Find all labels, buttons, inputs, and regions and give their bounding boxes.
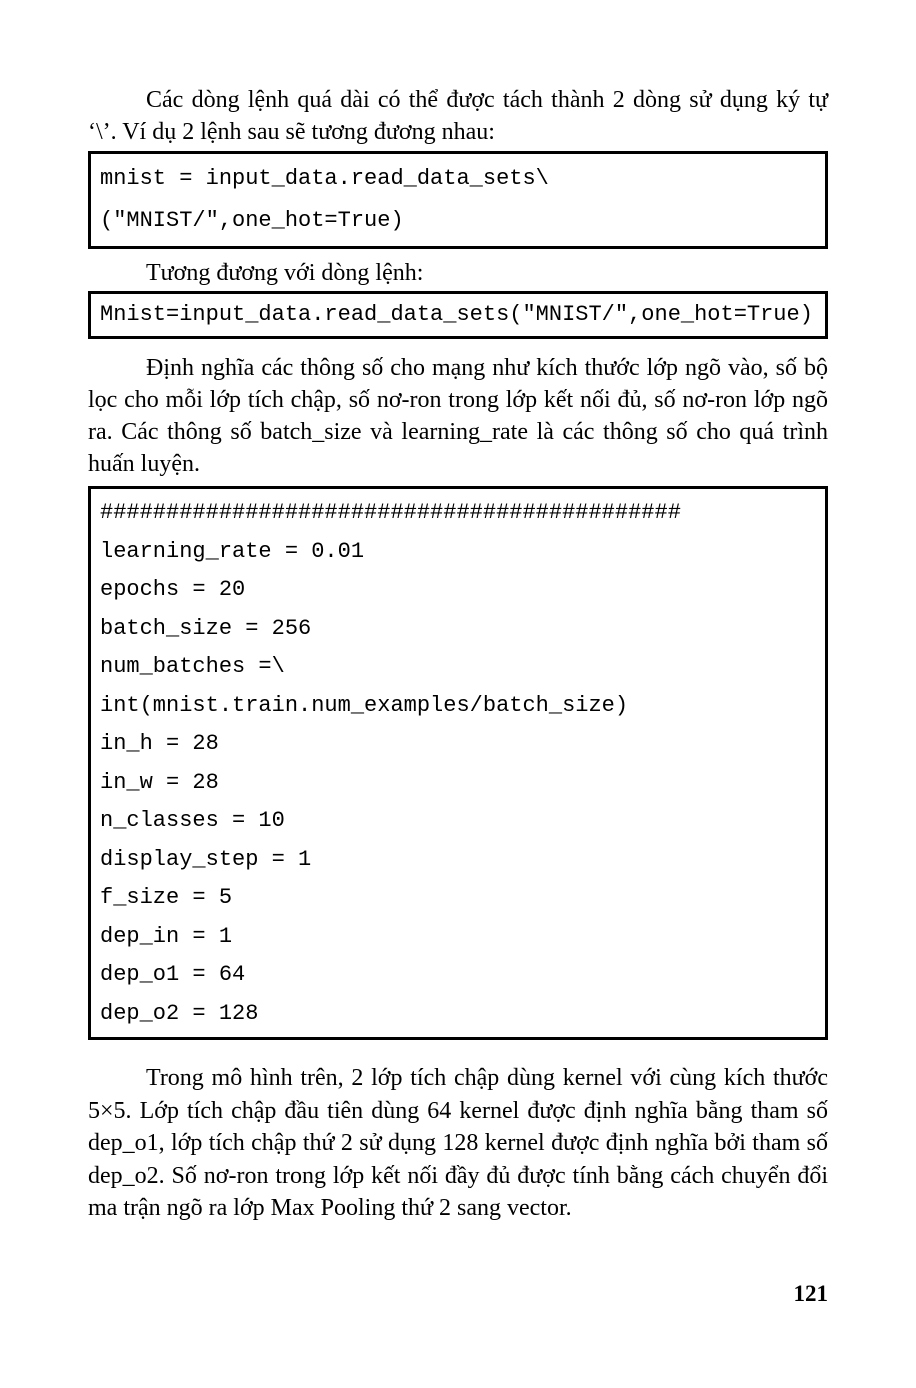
paragraph-equivalent: Tương đương với dòng lệnh:: [146, 260, 424, 286]
code-box-single-command: [88, 291, 828, 339]
code-line: f_size = 5: [100, 885, 233, 910]
code-line: learning_rate = 0.01: [100, 538, 365, 564]
code-line: dep_o2 = 128: [100, 1000, 259, 1026]
code-line: display_step = 1: [100, 846, 312, 872]
code-line: num_batches =\: [100, 654, 285, 679]
paragraph-intro: Các dòng lệnh quá dài có thể được tách thành 2 dòng sử dụng ký tự ‘\’. Ví dụ 2 lệnh sau sẽ tương đương nhau:: [88, 87, 828, 145]
code-line: n_classes = 10: [100, 808, 285, 833]
code-line: ("MNIST/",one_hot=True): [100, 208, 404, 233]
code-line: ############################################: [100, 500, 681, 525]
paragraph-model-description: Trong mô hình trên, 2 lớp tích chập dùng kernel với cùng kích thước 5×5. Lớp tích chập đầu tiên dùng 64 kernel được định nghĩa bằng tham số dep_o1, lớp tích chập thứ 2 sử dụng 128 kernel được định nghĩa bởi tham số dep_o2. Số nơ-ron trong lớp kết nối đầy đủ được tính bằng cách chuyển đổi ma trận ngõ ra lớp Max Pooling thứ 2 sang vector.: [88, 1065, 828, 1221]
code-line: in_w = 28: [100, 769, 219, 795]
code-line: epochs = 20: [100, 577, 246, 602]
code-box-parameters: [88, 486, 828, 1040]
paragraph-parameters: Định nghĩa các thông số cho mạng như kích thước lớp ngõ vào, số bộ lọc cho mỗi lớp tích chập, số nơ-ron trong lớp kết nối đủ, số nơ-ron lớp ngõ ra. Các thông số batch_size và learning_rate là các thông số cho quá trình huấn luyện.: [88, 355, 828, 477]
code-line: dep_o1 = 64: [100, 962, 246, 987]
code-line: Mnist=input_data.read_data_sets("MNIST/",one_hot=True): [100, 302, 813, 327]
code-line: int(mnist.train.num_examples/batch_size): [100, 692, 629, 718]
code-line: in_h = 28: [100, 731, 219, 756]
code-box-split-command: [88, 151, 828, 249]
code-line: batch_size = 256: [100, 615, 312, 641]
code-line: dep_in = 1: [100, 923, 233, 949]
code-line: mnist = input_data.read_data_sets\: [100, 166, 549, 191]
page-number: 121: [793, 1281, 828, 1306]
